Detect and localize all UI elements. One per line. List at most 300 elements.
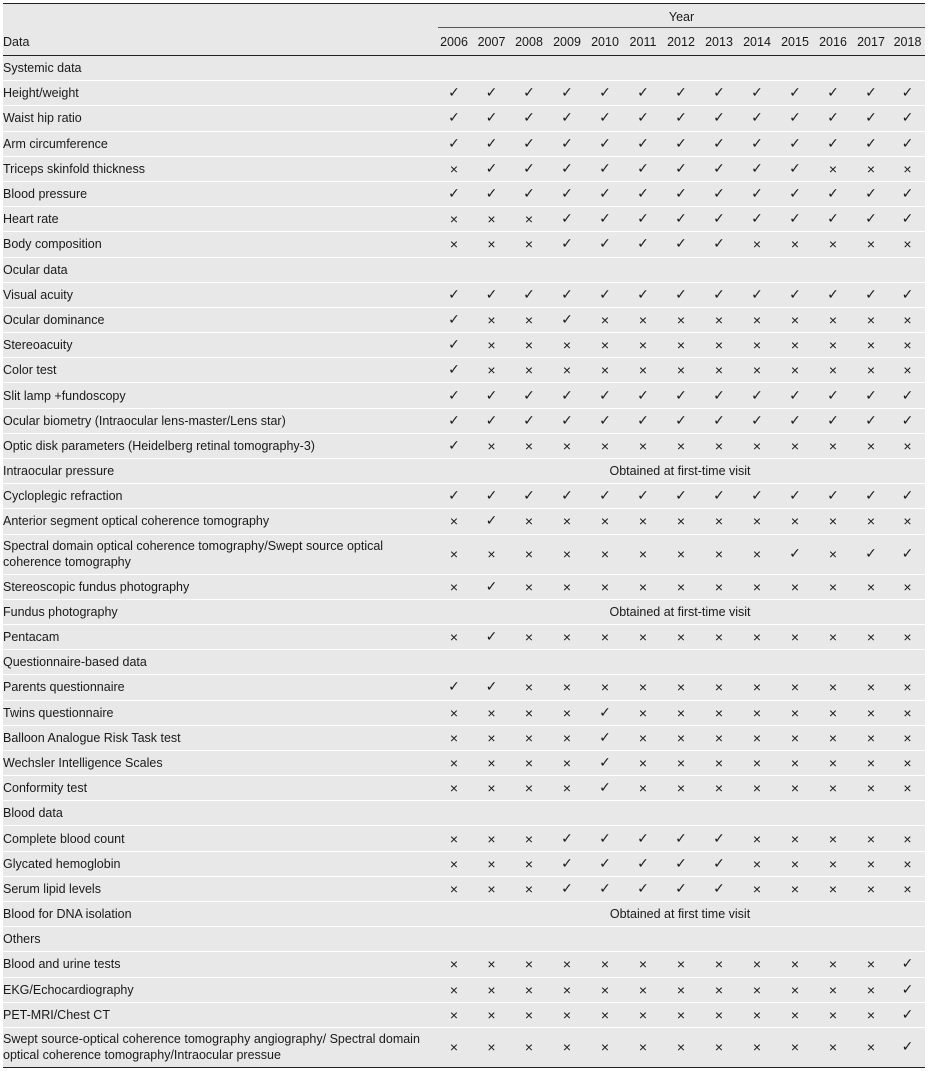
check-mark: ✓: [548, 81, 586, 106]
check-mark: ✓: [548, 876, 586, 901]
cross-mark: ×: [435, 624, 473, 649]
cross-mark: ×: [890, 433, 925, 458]
year-column-header: 2017: [852, 28, 890, 56]
check-mark: ✓: [852, 534, 890, 574]
check-mark: ✓: [435, 282, 473, 307]
cross-mark: ×: [586, 977, 624, 1002]
check-mark: ✓: [662, 131, 700, 156]
check-mark: ✓: [435, 333, 473, 358]
cross-mark: ×: [700, 700, 738, 725]
row-label: Visual acuity: [3, 282, 435, 307]
check-mark: ✓: [852, 181, 890, 206]
cross-mark: ×: [662, 700, 700, 725]
cross-mark: ×: [776, 1002, 814, 1027]
cross-mark: ×: [814, 307, 852, 332]
cross-mark: ×: [852, 232, 890, 257]
cross-mark: ×: [890, 725, 925, 750]
check-mark: ✓: [738, 106, 776, 131]
cross-mark: ×: [814, 725, 852, 750]
cross-mark: ×: [435, 776, 473, 801]
cross-mark: ×: [548, 333, 586, 358]
cross-mark: ×: [510, 433, 548, 458]
cross-mark: ×: [776, 232, 814, 257]
row-label: Serum lipid levels: [3, 876, 435, 901]
check-mark: ✓: [548, 181, 586, 206]
cross-mark: ×: [435, 826, 473, 851]
row-label: Optic disk parameters (Heidelberg retinal tomography-3): [3, 433, 435, 458]
check-mark: ✓: [586, 876, 624, 901]
cross-mark: ×: [814, 952, 852, 977]
header-row-years: [3, 28, 925, 56]
cross-mark: ×: [738, 876, 776, 901]
cross-mark: ×: [624, 333, 662, 358]
table-row: [3, 725, 925, 750]
table-row: [3, 81, 925, 106]
table-row: [3, 776, 925, 801]
cross-mark: ×: [624, 1002, 662, 1027]
check-mark: ✓: [890, 977, 925, 1002]
cross-mark: ×: [510, 534, 548, 574]
cross-mark: ×: [510, 977, 548, 1002]
cross-mark: ×: [548, 534, 586, 574]
check-mark: ✓: [852, 81, 890, 106]
section-header-row: [3, 801, 925, 826]
check-mark: ✓: [548, 826, 586, 851]
cross-mark: ×: [814, 851, 852, 876]
cross-mark: ×: [510, 307, 548, 332]
cross-mark: ×: [890, 156, 925, 181]
row-label: Ocular dominance: [3, 307, 435, 332]
check-mark: ✓: [435, 181, 473, 206]
cross-mark: ×: [852, 1027, 890, 1067]
cross-mark: ×: [548, 750, 586, 775]
table-body: [3, 56, 925, 1068]
cross-mark: ×: [435, 574, 473, 599]
cross-mark: ×: [776, 876, 814, 901]
cross-mark: ×: [852, 433, 890, 458]
check-mark: ✓: [700, 106, 738, 131]
check-mark: ✓: [435, 307, 473, 332]
check-mark: ✓: [852, 408, 890, 433]
cross-mark: ×: [548, 1027, 586, 1067]
check-mark: ✓: [776, 207, 814, 232]
cross-mark: ×: [738, 232, 776, 257]
cross-mark: ×: [700, 952, 738, 977]
cross-mark: ×: [700, 750, 738, 775]
table-row: [3, 902, 925, 927]
cross-mark: ×: [510, 876, 548, 901]
check-mark: ✓: [624, 876, 662, 901]
table-row: [3, 358, 925, 383]
year-label: Year: [438, 10, 925, 28]
check-mark: ✓: [548, 484, 586, 509]
check-mark: ✓: [548, 408, 586, 433]
check-mark: ✓: [814, 106, 852, 131]
table-row: [3, 851, 925, 876]
check-mark: ✓: [435, 106, 473, 131]
cross-mark: ×: [548, 700, 586, 725]
row-label: Spectral domain optical coherence tomography/Swept source optical coherence tomography: [3, 534, 435, 574]
year-column-header: 2014: [738, 28, 776, 56]
check-mark: ✓: [548, 156, 586, 181]
cross-mark: ×: [814, 358, 852, 383]
section-header-row: [3, 927, 925, 952]
check-mark: ✓: [510, 408, 548, 433]
section-title: Others: [3, 927, 925, 952]
check-mark: ✓: [662, 232, 700, 257]
check-mark: ✓: [624, 851, 662, 876]
check-mark: ✓: [586, 282, 624, 307]
check-mark: ✓: [624, 383, 662, 408]
cross-mark: ×: [776, 725, 814, 750]
check-mark: ✓: [435, 675, 473, 700]
check-mark: ✓: [814, 81, 852, 106]
cross-mark: ×: [738, 534, 776, 574]
row-label: Color test: [3, 358, 435, 383]
check-mark: ✓: [586, 181, 624, 206]
cross-mark: ×: [624, 358, 662, 383]
cross-mark: ×: [624, 307, 662, 332]
check-mark: ✓: [738, 131, 776, 156]
check-mark: ✓: [814, 181, 852, 206]
cross-mark: ×: [852, 826, 890, 851]
cross-mark: ×: [473, 952, 510, 977]
cross-mark: ×: [814, 750, 852, 775]
row-label: Slit lamp +fundoscopy: [3, 383, 435, 408]
check-mark: ✓: [738, 484, 776, 509]
check-mark: ✓: [738, 181, 776, 206]
row-label: Ocular biometry (Intraocular lens-master/Lens star): [3, 408, 435, 433]
cross-mark: ×: [473, 433, 510, 458]
cross-mark: ×: [852, 307, 890, 332]
cross-mark: ×: [814, 1002, 852, 1027]
check-mark: ✓: [473, 675, 510, 700]
cross-mark: ×: [624, 534, 662, 574]
row-label: Balloon Analogue Risk Task test: [3, 725, 435, 750]
row-label: Waist hip ratio: [3, 106, 435, 131]
cross-mark: ×: [473, 700, 510, 725]
check-mark: ✓: [890, 383, 925, 408]
row-label: Heart rate: [3, 207, 435, 232]
check-mark: ✓: [852, 106, 890, 131]
check-mark: ✓: [700, 484, 738, 509]
check-mark: ✓: [586, 232, 624, 257]
section-header-row: [3, 650, 925, 675]
check-mark: ✓: [624, 181, 662, 206]
cross-mark: ×: [662, 574, 700, 599]
cross-mark: ×: [624, 624, 662, 649]
header-row-top: [3, 4, 925, 29]
cross-mark: ×: [738, 333, 776, 358]
cross-mark: ×: [852, 725, 890, 750]
cross-mark: ×: [662, 358, 700, 383]
cross-mark: ×: [510, 624, 548, 649]
check-mark: ✓: [852, 131, 890, 156]
cross-mark: ×: [548, 776, 586, 801]
cross-mark: ×: [624, 952, 662, 977]
year-column-header: 2007: [473, 28, 510, 56]
cross-mark: ×: [700, 358, 738, 383]
cross-mark: ×: [473, 232, 510, 257]
cross-mark: ×: [890, 307, 925, 332]
check-mark: ✓: [510, 156, 548, 181]
check-mark: ✓: [548, 106, 586, 131]
cross-mark: ×: [473, 977, 510, 1002]
cross-mark: ×: [510, 826, 548, 851]
check-mark: ✓: [548, 307, 586, 332]
cross-mark: ×: [586, 534, 624, 574]
check-mark: ✓: [510, 383, 548, 408]
cross-mark: ×: [890, 826, 925, 851]
check-mark: ✓: [738, 81, 776, 106]
cross-mark: ×: [890, 232, 925, 257]
check-mark: ✓: [700, 851, 738, 876]
cross-mark: ×: [548, 675, 586, 700]
year-column-header: 2015: [776, 28, 814, 56]
cross-mark: ×: [662, 534, 700, 574]
cross-mark: ×: [776, 826, 814, 851]
cross-mark: ×: [852, 750, 890, 775]
cross-mark: ×: [814, 232, 852, 257]
cross-mark: ×: [738, 826, 776, 851]
row-label: Swept source-optical coherence tomography angiography/ Spectral domain optical coherence tomography/Intraocular pressue: [3, 1027, 435, 1067]
cross-mark: ×: [473, 750, 510, 775]
cross-mark: ×: [738, 307, 776, 332]
section-header-row: [3, 56, 925, 81]
cross-mark: ×: [700, 433, 738, 458]
row-label: Body composition: [3, 232, 435, 257]
row-label: Fundus photography: [3, 599, 435, 624]
check-mark: ✓: [776, 156, 814, 181]
check-mark: ✓: [776, 282, 814, 307]
check-mark: ✓: [624, 131, 662, 156]
check-mark: ✓: [814, 131, 852, 156]
check-mark: ✓: [624, 484, 662, 509]
check-mark: ✓: [624, 408, 662, 433]
cross-mark: ×: [624, 433, 662, 458]
cross-mark: ×: [662, 1002, 700, 1027]
cross-mark: ×: [814, 826, 852, 851]
cross-mark: ×: [776, 776, 814, 801]
cross-mark: ×: [700, 307, 738, 332]
cross-mark: ×: [435, 952, 473, 977]
cross-mark: ×: [776, 851, 814, 876]
table-row: [3, 1002, 925, 1027]
cross-mark: ×: [852, 776, 890, 801]
cross-mark: ×: [624, 750, 662, 775]
cross-mark: ×: [852, 952, 890, 977]
cross-mark: ×: [852, 977, 890, 1002]
check-mark: ✓: [776, 408, 814, 433]
cross-mark: ×: [435, 725, 473, 750]
cross-mark: ×: [814, 977, 852, 1002]
row-label: Parents questionnaire: [3, 675, 435, 700]
cross-mark: ×: [435, 876, 473, 901]
check-mark: ✓: [510, 131, 548, 156]
cross-mark: ×: [510, 232, 548, 257]
table-row: [3, 181, 925, 206]
cross-mark: ×: [738, 1002, 776, 1027]
cross-mark: ×: [662, 433, 700, 458]
study-data-table: [3, 3, 925, 1068]
cross-mark: ×: [473, 534, 510, 574]
cross-mark: ×: [510, 1002, 548, 1027]
check-mark: ✓: [624, 106, 662, 131]
cross-mark: ×: [814, 675, 852, 700]
cross-mark: ×: [776, 624, 814, 649]
check-mark: ✓: [700, 408, 738, 433]
cross-mark: ×: [814, 156, 852, 181]
year-column-header: 2006: [435, 28, 473, 56]
check-mark: ✓: [890, 131, 925, 156]
cross-mark: ×: [700, 1002, 738, 1027]
cross-mark: ×: [700, 534, 738, 574]
cross-mark: ×: [473, 776, 510, 801]
cross-mark: ×: [586, 333, 624, 358]
check-mark: ✓: [510, 181, 548, 206]
table-row: [3, 876, 925, 901]
check-mark: ✓: [776, 383, 814, 408]
cross-mark: ×: [662, 776, 700, 801]
table-row: [3, 534, 925, 574]
check-mark: ✓: [548, 207, 586, 232]
check-mark: ✓: [662, 876, 700, 901]
row-note: Obtained at first-time visit: [435, 599, 925, 624]
cross-mark: ×: [852, 876, 890, 901]
check-mark: ✓: [473, 131, 510, 156]
cross-mark: ×: [586, 952, 624, 977]
table-row: [3, 106, 925, 131]
check-mark: ✓: [662, 282, 700, 307]
check-mark: ✓: [814, 484, 852, 509]
cross-mark: ×: [662, 333, 700, 358]
table-row: [3, 826, 925, 851]
check-mark: ✓: [510, 106, 548, 131]
check-mark: ✓: [890, 534, 925, 574]
cross-mark: ×: [435, 232, 473, 257]
check-mark: ✓: [473, 484, 510, 509]
cross-mark: ×: [890, 675, 925, 700]
cross-mark: ×: [624, 776, 662, 801]
cross-mark: ×: [738, 675, 776, 700]
check-mark: ✓: [548, 851, 586, 876]
cross-mark: ×: [814, 776, 852, 801]
cross-mark: ×: [890, 851, 925, 876]
cross-mark: ×: [814, 509, 852, 534]
cross-mark: ×: [852, 624, 890, 649]
check-mark: ✓: [814, 282, 852, 307]
cross-mark: ×: [738, 509, 776, 534]
table-row: [3, 207, 925, 232]
cross-mark: ×: [738, 624, 776, 649]
check-mark: ✓: [662, 181, 700, 206]
cross-mark: ×: [473, 307, 510, 332]
cross-mark: ×: [890, 574, 925, 599]
cross-mark: ×: [662, 1027, 700, 1067]
check-mark: ✓: [662, 207, 700, 232]
cross-mark: ×: [624, 675, 662, 700]
cross-mark: ×: [624, 700, 662, 725]
cross-mark: ×: [700, 675, 738, 700]
section-title: Ocular data: [3, 257, 925, 282]
check-mark: ✓: [586, 131, 624, 156]
cross-mark: ×: [435, 509, 473, 534]
cross-mark: ×: [548, 952, 586, 977]
cross-mark: ×: [776, 333, 814, 358]
year-group-header: [435, 4, 925, 29]
check-mark: ✓: [662, 156, 700, 181]
cross-mark: ×: [776, 1027, 814, 1067]
row-label: Cycloplegic refraction: [3, 484, 435, 509]
check-mark: ✓: [624, 232, 662, 257]
cross-mark: ×: [700, 725, 738, 750]
cross-mark: ×: [435, 207, 473, 232]
row-label: Pentacam: [3, 624, 435, 649]
cross-mark: ×: [624, 574, 662, 599]
cross-mark: ×: [586, 358, 624, 383]
cross-mark: ×: [435, 750, 473, 775]
cross-mark: ×: [435, 977, 473, 1002]
check-mark: ✓: [435, 484, 473, 509]
cross-mark: ×: [852, 675, 890, 700]
check-mark: ✓: [473, 106, 510, 131]
cross-mark: ×: [662, 624, 700, 649]
cross-mark: ×: [890, 358, 925, 383]
data-column-header: Data: [3, 28, 435, 56]
check-mark: ✓: [890, 207, 925, 232]
check-mark: ✓: [624, 282, 662, 307]
check-mark: ✓: [890, 106, 925, 131]
row-label: Triceps skinfold thickness: [3, 156, 435, 181]
cross-mark: ×: [586, 624, 624, 649]
cross-mark: ×: [548, 574, 586, 599]
cross-mark: ×: [473, 207, 510, 232]
table-row: [3, 156, 925, 181]
cross-mark: ×: [510, 207, 548, 232]
check-mark: ✓: [776, 81, 814, 106]
section-header-row: [3, 257, 925, 282]
cross-mark: ×: [624, 509, 662, 534]
cross-mark: ×: [624, 725, 662, 750]
cross-mark: ×: [700, 574, 738, 599]
year-column-header: 2009: [548, 28, 586, 56]
row-note: Obtained at first time visit: [435, 902, 925, 927]
cross-mark: ×: [890, 333, 925, 358]
cross-mark: ×: [738, 952, 776, 977]
cross-mark: ×: [700, 333, 738, 358]
cross-mark: ×: [776, 750, 814, 775]
cross-mark: ×: [435, 851, 473, 876]
cross-mark: ×: [548, 1002, 586, 1027]
cross-mark: ×: [852, 700, 890, 725]
cross-mark: ×: [776, 358, 814, 383]
row-label: Twins questionnaire: [3, 700, 435, 725]
check-mark: ✓: [700, 131, 738, 156]
check-mark: ✓: [700, 282, 738, 307]
cross-mark: ×: [890, 509, 925, 534]
cross-mark: ×: [662, 509, 700, 534]
row-label: Arm circumference: [3, 131, 435, 156]
check-mark: ✓: [662, 383, 700, 408]
check-mark: ✓: [814, 408, 852, 433]
cross-mark: ×: [510, 725, 548, 750]
cross-mark: ×: [890, 700, 925, 725]
cross-mark: ×: [548, 725, 586, 750]
cross-mark: ×: [738, 725, 776, 750]
cross-mark: ×: [624, 977, 662, 1002]
table-row: [3, 509, 925, 534]
row-label: Stereoacuity: [3, 333, 435, 358]
